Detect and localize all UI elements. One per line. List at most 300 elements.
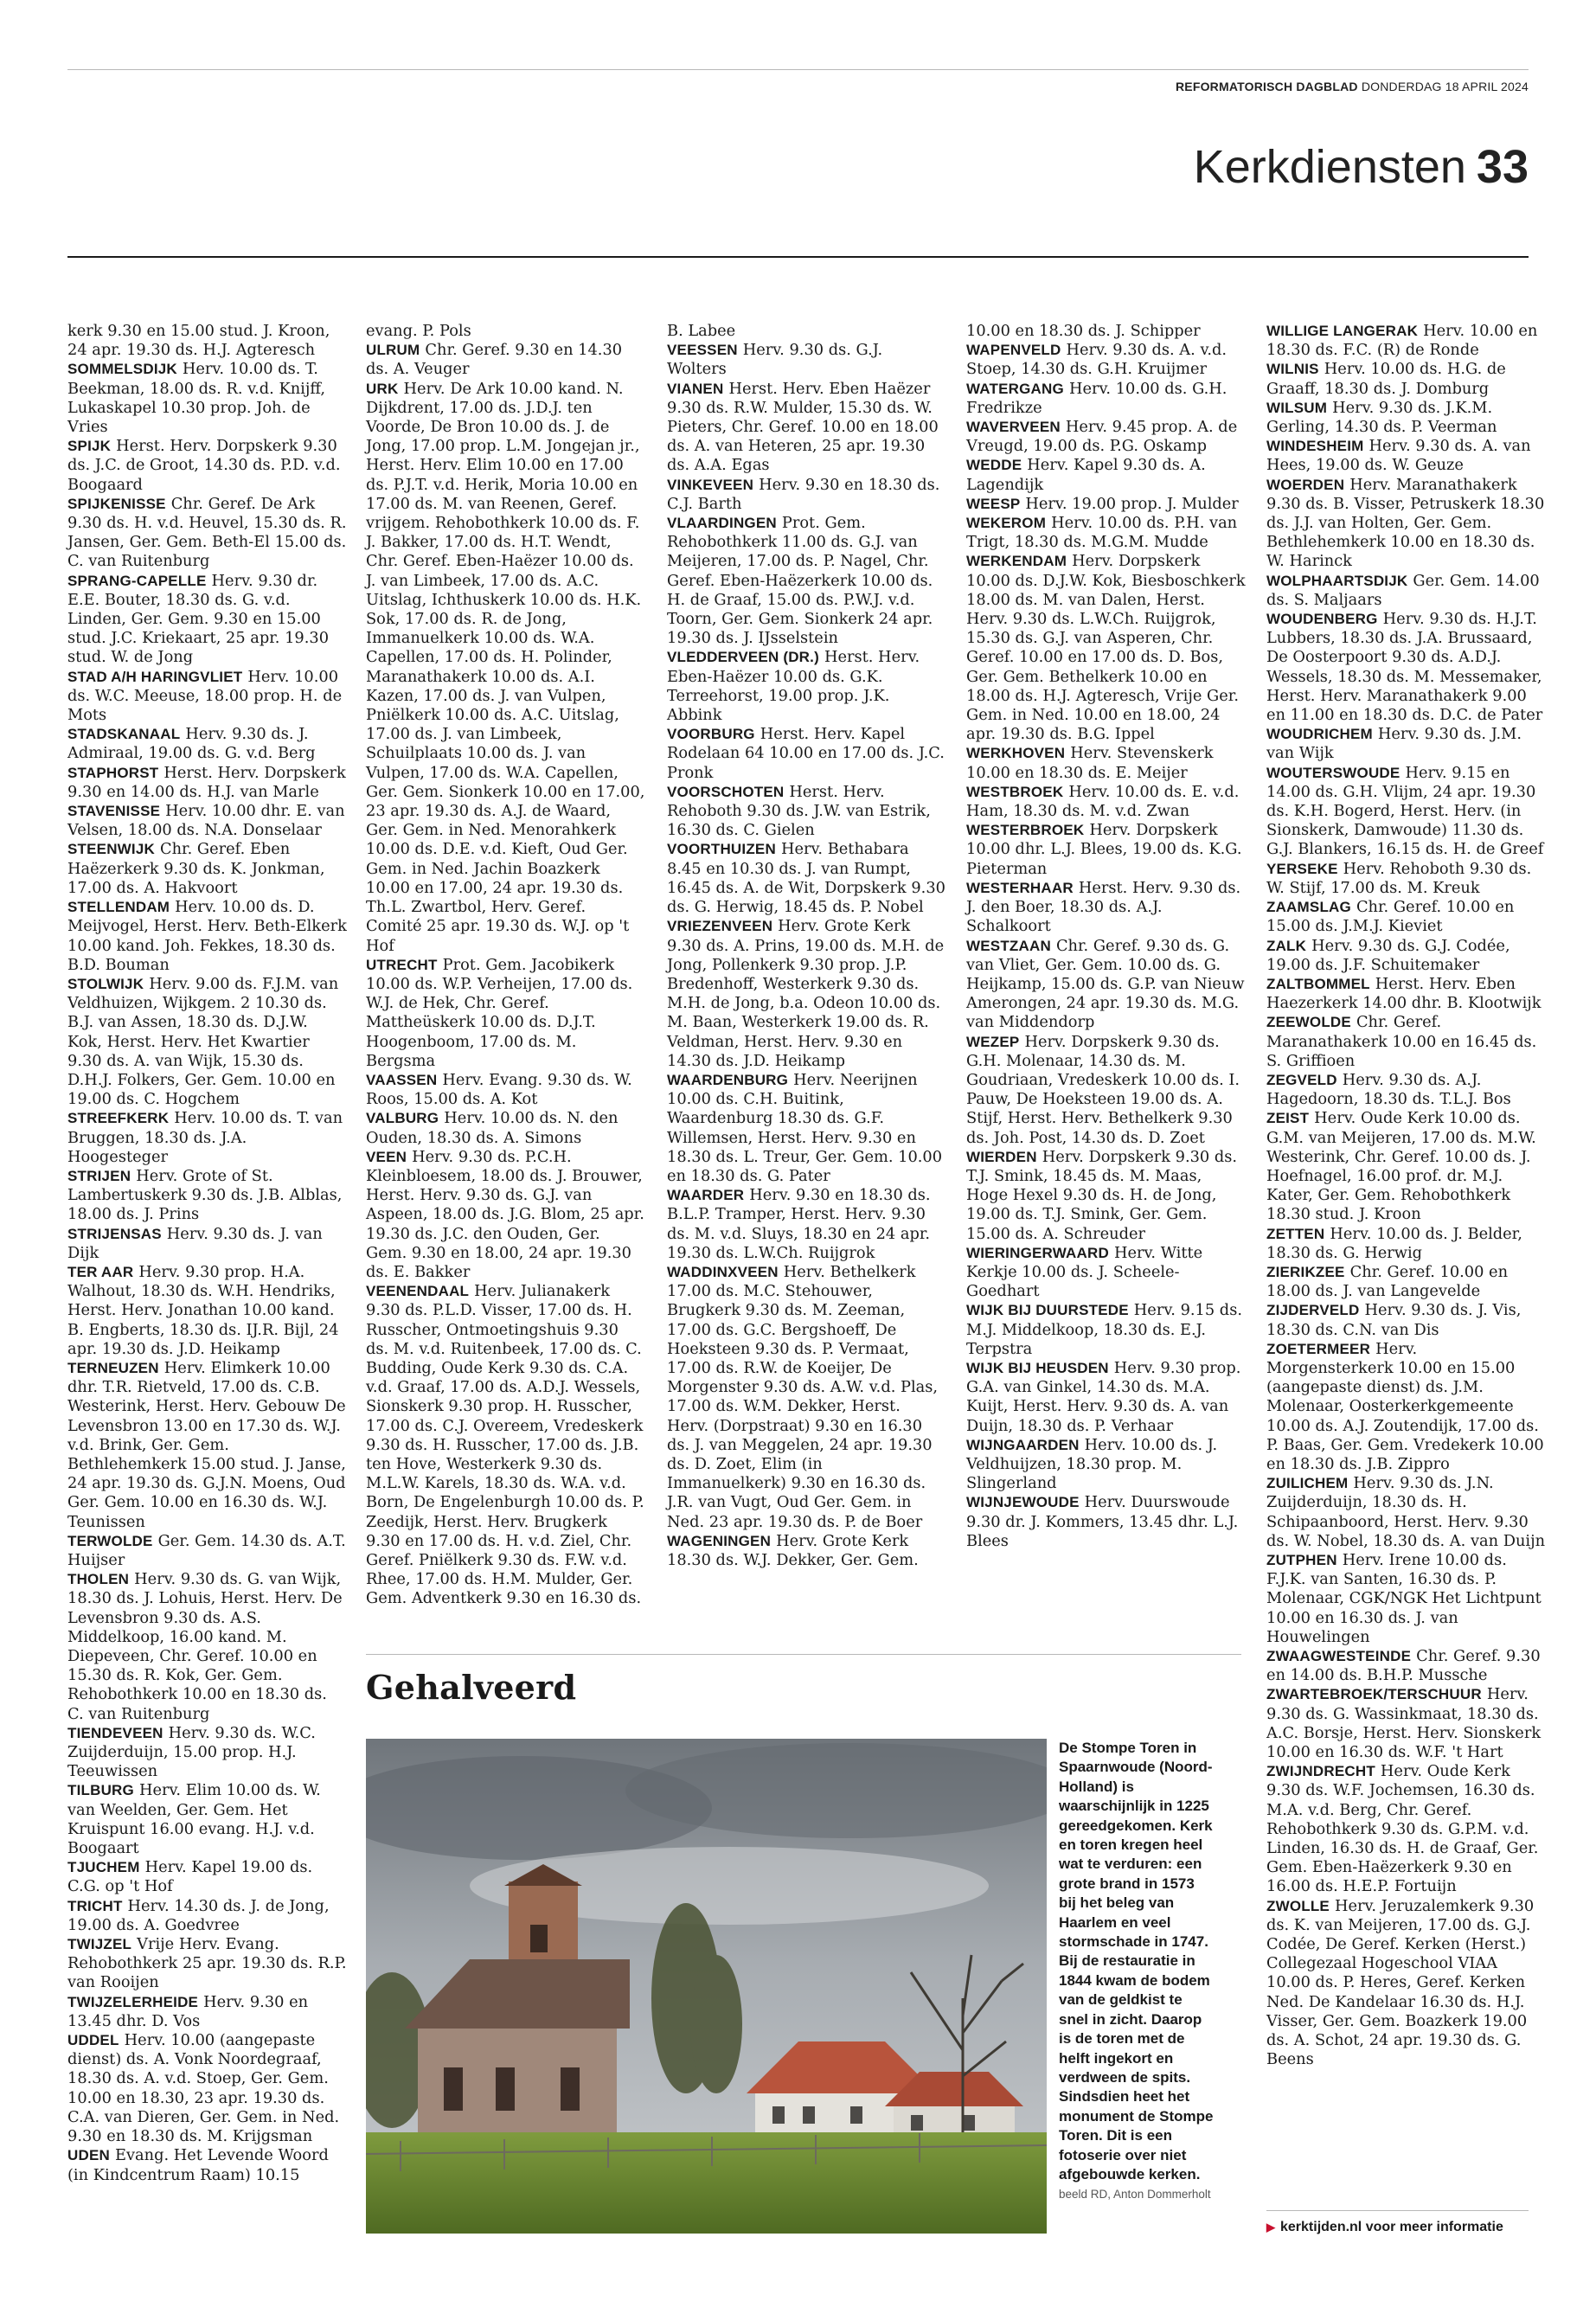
- service-details: Herv. 14.30 ds. J. de Jong, 19.00 ds. A. Goedvree: [67, 1896, 330, 1934]
- place-name: ZUTPHEN: [1266, 1552, 1337, 1568]
- service-entry: [1266, 610, 1546, 725]
- service-entry: [67, 1359, 347, 1532]
- service-details: Chr. Geref. 9.30 ds. G. van Vliet, Ger. Gem. 10.00 ds. G. Heijkamp, 15.00 ds. G.P. van Nieuw Amerongen, 24 apr. 19.30 ds. M.G. van Middendorp: [966, 936, 1245, 1032]
- service-entry: [67, 572, 347, 668]
- place-name: WAVERVEEN: [966, 419, 1061, 436]
- service-entry: [667, 380, 946, 476]
- place-name: WOUTERSWOUDE: [1266, 764, 1401, 781]
- place-name: UDEN: [67, 2147, 110, 2164]
- service-entry: [67, 840, 347, 898]
- service-entry: [667, 1263, 946, 1532]
- service-details: Herv. 9.30 ds. J.N. Zuijderduijn, 18.30 ds. H. Schipaanboord, Herst. Herv. 9.30 ds. W. Nobel, 18.30 ds. A. van Duijn: [1266, 1474, 1546, 1550]
- church-photo-illustration: [366, 1739, 1047, 2234]
- service-details: Herv. Stevenskerk 10.00 en 18.30 ds. E. Meijer: [966, 744, 1214, 782]
- place-name: STOLWIJK: [67, 975, 144, 992]
- place-name: TJUCHEM: [67, 1859, 140, 1876]
- feature-rule: [366, 1654, 1241, 1655]
- place-name: WEESP: [966, 495, 1021, 512]
- service-entry: [67, 495, 347, 572]
- service-details: Herv. 9.30 ds. J.M. van Wijk: [1266, 725, 1522, 763]
- more-info-link[interactable]: [1266, 2220, 1503, 2235]
- service-details: Herv. Witte Kerkje 10.00 ds. J. Scheele-Goedhart: [966, 1243, 1203, 1301]
- service-details: Herv. Duurswoude 9.30 dr. J. Kommers, 13.45 dhr. L.J. Blees: [966, 1493, 1239, 1550]
- service-details: Herv. 9.45 prop. A. de Vreugd, 19.00 ds. P.G. Oskamp: [966, 418, 1238, 456]
- service-entry: [667, 783, 946, 841]
- listing-column-5: [1266, 322, 1546, 2069]
- place-name: WERKENDAM: [966, 553, 1067, 570]
- service-details: Herst. Herv. Dorpskerk 9.30 ds. J.C. de Groot, 14.30 ds. P.D. v.d. Boogaard: [67, 437, 341, 494]
- place-name: ZWAAGWESTEINDE: [1266, 1648, 1412, 1665]
- place-name: WADDINXVEEN: [667, 1263, 779, 1280]
- service-details: Herv. 9.30 dr. E.E. Bouter, 18.30 ds. G. v.d. Linden, Ger. Gem. 9.30 en 15.00 stud. J.C. Kriekaart, 25 apr. 19.30 stud. W. de Jong: [67, 571, 330, 667]
- place-name: ZIERIKZEE: [1266, 1263, 1345, 1280]
- place-name: VOORSCHOTEN: [667, 783, 785, 800]
- place-name: WOUDENBERG: [1266, 611, 1378, 628]
- service-details: Herv. Dorpskerk 9.30 ds. G.H. Molenaar, 14.30 ds. M. Goudriaan, Vredeskerk 10.00 ds. I. Pauw, De Hoeksteen 19.00 ds. A. Stijf, Herst. Herv. Bethelkerk 9.30 ds. Joh. Post, 14.30 ds. D. Zoet: [966, 1032, 1240, 1147]
- service-details: Herv. 10.00 (aangepaste dienst) ds. A. Vonk Noordegraaf, 18.30 ds. A. v.d. Stoep, Ger. Gem. 10.00 en 18.30, 23 apr. 19.30 ds. C.A. van Dieren, Ger. Gem. in Ned. 9.30 en 18.30 ds. M. Krijgsman: [67, 2031, 340, 2146]
- service-entry: [366, 956, 645, 1071]
- place-name: WINDESHEIM: [1266, 438, 1364, 455]
- service-entry: [1266, 1474, 1546, 1551]
- service-details: Herst. Herv. 9.30 ds. J. den Boer, 18.30 ds. A.J. Schalkoort: [966, 878, 1241, 936]
- service-entry: [1266, 1109, 1546, 1224]
- service-entry: [366, 341, 645, 379]
- service-entry: [1266, 1647, 1546, 1685]
- service-entry: [67, 1935, 347, 1993]
- service-details: Herv. 9.30 ds. P.C.H. Kleinbloesem, 18.00 ds. J. Brouwer, Herst. Herv. 9.30 ds. G.J. van Aspeen, 18.00 ds. J.G. Blom, 25 apr. 19.30 ds. J.C. den Ouden, Ger. Gem. 9.30 en 18.00, 24 apr. 19.30 ds. E. Bakker: [366, 1147, 644, 1281]
- place-name: ZIJDERVELD: [1266, 1302, 1360, 1319]
- place-name: ZETTEN: [1266, 1225, 1325, 1242]
- service-details: Herv. Elimkerk 10.00 dhr. T.R. Rietveld, 17.00 ds. C.B. Westerink, Herst. Herv. Gebouw De Levensbron 13.00 en 17.30 ds. W.J. v.d. Brink, Ger. Gem. Bethlehemkerk 15.00 stud. J. Janse, 24 apr. 19.30 ds. G.J.N. Moens, Oud Ger. Gem. 10.00 en 16.30 ds. W.J. Teunissen: [67, 1358, 346, 1531]
- place-name: WIERINGERWAARD: [966, 1244, 1109, 1261]
- listing-column-1: [67, 322, 347, 2185]
- service-details: Herv. 9.30 ds. J. van Dijk: [67, 1224, 323, 1262]
- service-details: Herv. Kapel 19.00 ds. C.G. op 't Hof: [67, 1858, 313, 1896]
- place-name: VEENENDAAL: [366, 1283, 470, 1300]
- place-name: TERNEUZEN: [67, 1359, 159, 1376]
- place-name: ULRUM: [366, 342, 420, 359]
- service-details: Herv. 10.00 ds. W.C. Meeuse, 18.00 prop. H. de Mots: [67, 667, 343, 725]
- continued-entry: 10.00 en 18.30 ds. J. Schipper: [966, 322, 1201, 340]
- service-entry: [366, 1148, 645, 1282]
- service-details: Vrije Herv. Evang. Rehobothkerk 25 apr. 19.30 ds. R.P. van Rooijen: [67, 1935, 347, 1992]
- service-entry: [67, 1225, 347, 1263]
- place-name: WIERDEN: [966, 1148, 1037, 1165]
- service-entry: [67, 1993, 347, 2031]
- service-entry: [966, 456, 1246, 494]
- place-name: ZEEWOLDE: [1266, 1014, 1351, 1031]
- place-name: ZALTBOMMEL: [1266, 975, 1370, 992]
- service-details: Herv. Bethelkerk 17.00 ds. M.C. Stehouwer, Brugkerk 9.30 ds. M. Zeeman, 17.00 ds. G.C. Bergshoeff, De Hoeksteen 9.30 ds. P. Vermaat, 17.00 ds. R.W. de Koeijer, De Morgenster 9.30 ds. A.W. v.d. Plas, 17.00 ds. W.M. Dekker, Herst. Herv. (Dorpstraat) 9.30 en 16.30 ds. J. van Meggelen, 24 apr. 19.30 ds. D. Zoet, Elim (in Immanuelkerk) 9.30 en 16.30 ds. J.R. van Vugt, Oud Ger. Gem. in Ned. 23 apr. 19.30 ds. P. de Boer: [667, 1262, 939, 1531]
- service-details: Herv. 9.30 ds. G.J. Wolters: [667, 341, 883, 379]
- service-entry: [966, 495, 1246, 514]
- place-name: WIJNGAARDEN: [966, 1436, 1080, 1453]
- service-details: Herv. Dorpskerk 10.00 ds. D.J.W. Kok, Biesboschkerk 18.00 ds. M. van Dalen, Herst. Herv. 9.30 ds. L.W.Ch. Ruijgrok, 15.30 ds. G.J. van Asperen, Chr. Geref. 10.00 en 17.00 ds. D. Bos, Ger. Gem. Bethelkerk 10.00 en 18.00 ds. H.J. Agteresch, Vrije Ger. Gem. in Ned. 10.00 en 18.00, 24 apr. 19.30 ds. B.G. Ippel: [966, 552, 1246, 744]
- service-entry: [966, 514, 1246, 552]
- service-entry: [966, 418, 1246, 456]
- triangle-right-icon: ▶: [1266, 2221, 1275, 2234]
- place-name: STAVENISSE: [67, 803, 161, 820]
- service-entry: [1266, 360, 1546, 398]
- service-details: Chr. Geref. Eben Haëzerkerk 9.30 ds. K. Jonkman, 17.00 ds. A. Hakvoort: [67, 840, 325, 897]
- service-details: Herv. 10.00 en 18.30 ds. F.C. (R) de Ronde: [1266, 322, 1538, 360]
- service-entry: [667, 725, 946, 783]
- service-details: Herv. Elim 10.00 ds. W. van Weelden, Ger. Gem. Het Kruispunt 16.00 evang. H.J. v.d. Boogaart: [67, 1781, 321, 1858]
- service-details: Herv. 9.30 ds. A. v.d. Stoep, 14.30 ds. G.H. Kruijmer: [966, 341, 1227, 379]
- place-name: WESTERBROEK: [966, 822, 1085, 839]
- service-entry: [667, 840, 946, 917]
- place-name: TWIJZEL: [67, 1936, 132, 1953]
- service-details: Herv. 9.30 en 18.30 ds. C.J. Barth: [667, 475, 940, 513]
- service-entry: [667, 917, 946, 1071]
- footer-rule: [1266, 2210, 1529, 2211]
- service-entry: [966, 1359, 1246, 1436]
- service-details: Herv. 9.00 ds. F.J.M. van Veldhuizen, Wijkgem. 2 10.30 ds. B.J. van Assen, 18.30 ds. D.J.W. Kok, Herst. Herv. Het Kwartier 9.30 ds. A. van Wijk, 15.30 ds. D.H.J. Folkers, Ger. Gem. 10.00 en 19.00 ds. C. Hogchem: [67, 974, 339, 1109]
- place-name: WIJNJEWOUDE: [966, 1494, 1080, 1511]
- place-name: WERKHOVEN: [966, 745, 1066, 762]
- service-entry: [966, 1493, 1246, 1551]
- service-details: Herv. Evang. 9.30 ds. W. Roos, 15.00 ds. A. Kot: [366, 1070, 632, 1109]
- service-details: Herv. 19.00 prop. J. Mulder: [1025, 494, 1239, 513]
- service-entry: [67, 975, 347, 1109]
- service-details: Herv. Julianakerk 9.30 ds. P.L.D. Visser, 17.00 ds. H. Russcher, Ontmoetingshuis 9.30 ds. M. v.d. Ruitenbeek, 17.00 ds. C. Budding, Oude Kerk 9.30 ds. C.A. v.d. Graaf, 17.00 ds. A.D.J. Wessels, Sionskerk 9.30 prop. H. Russcher, 17.00 ds. C.J. Overeem, Vredeskerk 9.30 ds. H. Russcher, 17.00 ds. J.B. ten Hove, Westerkerk 9.30 ds. M.L.W. Karels, 18.30 ds. W.A. v.d. Born, De Engelenburgh 10.00 ds. P. Zeedijk, Herst. Herv. Brugkerk 9.30 en 17.00 ds. H. v.d. Ziel, Chr. Geref. Pniëlkerk 9.30 ds. F.W. v.d. Rhee, 17.00 ds. H.M. Mulder, Ger. Gem. Adventkerk 9.30 en 16.30 ds.: [366, 1282, 644, 1608]
- service-entry: [366, 380, 645, 956]
- service-entry: [966, 821, 1246, 879]
- place-name: WOERDEN: [1266, 476, 1345, 493]
- listing-column-4: [966, 322, 1246, 1551]
- service-entry: [966, 341, 1246, 379]
- service-details: Herv. Bethabara 8.45 en 10.30 ds. J. van Rumpt, 16.45 ds. A. de Wit, Dorpskerk 9.30 ds. G. Herwig, 18.45 ds. P. Nobel: [667, 840, 945, 917]
- listing-column-2: [366, 322, 645, 1609]
- place-name: WILNIS: [1266, 361, 1319, 378]
- place-name: TILBURG: [67, 1782, 134, 1799]
- service-entry: [1266, 1225, 1546, 1263]
- continued-entry: B. Labee: [667, 322, 736, 340]
- service-entry: [1266, 322, 1546, 360]
- place-name: ZWOLLE: [1266, 1897, 1330, 1914]
- place-name: WILSUM: [1266, 399, 1328, 416]
- place-name: WEDDE: [966, 457, 1022, 474]
- place-name: YERSEKE: [1266, 860, 1338, 877]
- service-entry: [1266, 476, 1546, 572]
- continued-entry: evang. P. Pols: [366, 322, 471, 340]
- service-entry: [67, 764, 347, 802]
- service-details: Chr. Geref. 10.00 en 15.00 ds. J.M.J. Kieviet: [1266, 898, 1515, 936]
- service-entry: [366, 1071, 645, 1109]
- place-name: VEESSEN: [667, 342, 738, 359]
- service-entry: [67, 1109, 347, 1167]
- service-details: Herst. Herv. Eben Haëzer 9.30 ds. R.W. Mulder, 15.30 ds. W. Pieters, Chr. Geref. 10.00 en 18.00 ds. A. van Heteren, 25 apr. 19.30 ds. A.A. Egas: [667, 379, 939, 475]
- service-entry: [67, 1858, 347, 1896]
- service-details: Chr. Geref. 9.30 en 14.00 ds. B.H.P. Mussche: [1266, 1647, 1541, 1685]
- place-name: TRICHT: [67, 1897, 123, 1914]
- section-rule: [67, 256, 1529, 258]
- service-entry: [1266, 1263, 1546, 1301]
- place-name: WIJK BIJ DUURSTEDE: [966, 1302, 1129, 1319]
- place-name: STEENWIJK: [67, 841, 155, 858]
- service-entry: [1266, 1685, 1546, 1762]
- place-name: WAPENVELD: [966, 342, 1061, 359]
- service-entry: [966, 937, 1246, 1033]
- service-entry: [67, 668, 347, 726]
- service-entry: [667, 341, 946, 379]
- service-entry: [1266, 572, 1546, 610]
- service-entry: [1266, 1551, 1546, 1647]
- service-details: Herv. 9.15 ds. M.J. Middelkoop, 18.30 ds. E.J. Terpstra: [966, 1301, 1242, 1358]
- service-details: Herv. 10.00 dhr. E. van Velsen, 18.00 ds. N.A. Donselaar: [67, 802, 345, 840]
- service-details: Herst. Herv. Eben-Haëzer 10.00 ds. G.K. Terreehorst, 19.00 prop. J.K. Abbink: [667, 648, 920, 725]
- service-details: Herst. Herv. Kapel Rodelaan 64 10.00 en 17.00 ds. J.C. Pronk: [667, 725, 945, 782]
- service-details: Herv. 9.30 ds. A. van Hees, 19.00 ds. W. Geuze: [1266, 437, 1531, 475]
- service-entry: [1266, 860, 1546, 898]
- service-entry: [1266, 1340, 1546, 1474]
- service-details: Herv. 10.00 ds. J. Veldhuijzen, 18.30 prop. M. Slingerland: [966, 1435, 1218, 1493]
- place-name: VAASSEN: [366, 1071, 438, 1088]
- service-entry: [67, 437, 347, 495]
- service-details: Herv. 9.30 ds. J. Vis, 18.30 ds. C.N. van Dis: [1266, 1301, 1522, 1339]
- service-entry: [966, 744, 1246, 782]
- service-entry: [67, 1724, 347, 1782]
- place-name: UDDEL: [67, 2032, 119, 2049]
- service-details: Chr. Geref. 10.00 en 18.00 ds. J. van Langevelde: [1266, 1262, 1509, 1301]
- service-entry: [366, 1282, 645, 1608]
- service-details: Herv. 10.00 ds. T. van Bruggen, 18.30 ds. J.A. Hoogesteger: [67, 1109, 343, 1166]
- service-details: Herv. Morgensterkerk 10.00 en 15.00 (aangepaste dienst) ds. J.M. Molenaar, Oosterkerkgemeente 10.00 ds. A.J. Zoutendijk, 17.00 ds. P. Baas, Ger. Gem. Vredekerk 10.00 en 18.30 ds. J.B. Zippro: [1266, 1339, 1544, 1473]
- service-details: Herv. 10.00 ds. N. den Ouden, 18.30 ds. A. Simons: [366, 1109, 619, 1147]
- service-entry: [67, 1897, 347, 1935]
- service-details: Herv. 9.30 en 13.45 dhr. D. Vos: [67, 1992, 309, 2030]
- masthead: [1176, 80, 1529, 93]
- service-details: Ger. Gem. 14.30 ds. A.T. Huijser: [67, 1531, 346, 1569]
- service-details: Herv. 9.30 ds. J. Admiraal, 19.00 ds. G. v.d. Berg: [67, 725, 316, 763]
- service-details: Herv. 9.30 ds. H.J.T. Lubbers, 18.30 ds. J.A. Brussaard, De Oosterpoort 9.30 ds. A.D.J. Wessels, 18.30 ds. M. Messemaker, Herst. Herv. Maranathakerk 9.00 en 11.00 en 18.30 ds. D.C. de Pater: [1266, 610, 1543, 725]
- service-details: Herv. 9.30 ds. G.J. Codée, 19.00 ds. J.F. Schuitemaker: [1266, 936, 1510, 974]
- service-entry: [67, 1570, 347, 1724]
- service-details: Herv. Rehoboth 9.30 ds. W. Stijf, 17.00 ds. M. Kreuk: [1266, 859, 1532, 897]
- place-name: STRIJEN: [67, 1167, 131, 1184]
- service-entry: [67, 360, 347, 437]
- place-name: STADSKANAAL: [67, 726, 181, 743]
- place-name: THOLEN: [67, 1571, 130, 1588]
- service-entry: [1266, 1071, 1546, 1109]
- service-details: Chr. Geref. Maranathakerk 10.00 en 16.45 ds. S. Griffioen: [1266, 1013, 1537, 1070]
- service-entry: [667, 648, 946, 725]
- service-details: Herv. Grote Kerk 18.30 ds. W.J. Dekker, Ger. Gem.: [667, 1531, 919, 1569]
- service-entry: [67, 898, 347, 975]
- place-name: ZAAMSLAG: [1266, 899, 1351, 916]
- service-entry: [667, 1532, 946, 1570]
- place-name: TIENDEVEEN: [67, 1724, 163, 1741]
- service-entry: [67, 2146, 347, 2184]
- service-entry: [1266, 937, 1546, 975]
- place-name: ZWARTEBROEK/TERSCHUUR: [1266, 1686, 1482, 1703]
- service-details: Herst. Herv. Eben Haezerkerk 14.00 dhr. B. Klootwijk: [1266, 974, 1542, 1013]
- service-details: Herv. Oude Kerk 9.30 ds. W.F. Jochemsen, 16.30 ds. M.A. v.d. Berg, Chr. Geref. Rehobothkerk 9.30 ds. G.P.M. v.d. Linden, 16.30 ds. H. de Graaf, Ger. Gem. Eben-Haëzerkerk 9.30 en 16.00 ds. H.E.P. Fortuijn: [1266, 1762, 1539, 1896]
- service-entry: [966, 1244, 1246, 1302]
- place-name: SPIJK: [67, 438, 112, 455]
- service-details: Herv. Jeruzalemkerk 9.30 ds. K. van Meijeren, 17.00 ds. G.J. Codée, De Geref. Kerken (Herst.) Collegezaal Hogeschool VIAA 10.00 ds. P. Heres, Geref. Kerken Ned. De Kandelaar 16.30 ds. H.J. Visser, Ger. Gem. Boazkerk 19.00 ds. A. Schot, 24 apr. 19.30 ds. G. Beens: [1266, 1896, 1535, 2069]
- service-details: Chr. Geref. De Ark 9.30 ds. H. v.d. Heuvel, 15.30 ds. R. Jansen, Ger. Gem. Beth-El 15.00 ds. C. van Ruitenburg: [67, 494, 347, 571]
- service-details: Herv. Dorpskerk 9.30 ds. T.J. Smink, 18.45 ds. M. Maas, Hoge Hexel 9.30 ds. H. de Jong, 19.00 ds. T.J. Smink, Ger. Gem. 15.00 ds. A. Schreuder: [966, 1147, 1238, 1243]
- service-details: Prot. Gem. Jacobikerk 10.00 ds. W.P. Verheijen, 17.00 ds. W.J. de Hek, Chr. Geref. Mattheüskerk 10.00 ds. D.J.T. Hoogenboom, 17.00 ds. M. Bergsma: [366, 955, 633, 1070]
- place-name: ZEGVELD: [1266, 1071, 1337, 1088]
- service-entry: [966, 783, 1246, 821]
- service-entry: [1266, 1013, 1546, 1071]
- place-name: WEKEROM: [966, 515, 1047, 532]
- service-details: Herv. 10.00 ds. G.H. Fredrikze: [966, 379, 1227, 417]
- service-details: Herv. Maranathakerk 9.30 ds. B. Visser, Petruskerk 18.30 ds. J.J. van Holten, Ger. Gem. Bethlehemkerk 10.00 en 18.30 ds. W. Harinck: [1266, 475, 1545, 571]
- place-name: ZWIJNDRECHT: [1266, 1763, 1375, 1780]
- service-entry: [966, 1301, 1246, 1359]
- place-name: VALBURG: [366, 1110, 439, 1127]
- place-name: TWIJZELERHEIDE: [67, 1993, 199, 2010]
- page-number: 33: [1476, 141, 1529, 193]
- service-details: Herv. 10.00 ds. D. Meijvogel, Herst. Herv. Beth-Elkerk 10.00 kand. Joh. Fekkes, 18.30 ds. B.D. Bouman: [67, 898, 347, 974]
- photo-credit: beeld RD, Anton Dommerholt: [1059, 2188, 1211, 2202]
- place-name: ZOETERMEER: [1266, 1340, 1371, 1357]
- service-details: Herv. 10.00 ds. J. Belder, 18.30 ds. G. Herwig: [1266, 1224, 1522, 1262]
- place-name: WIJK BIJ HEUSDEN: [966, 1359, 1109, 1376]
- service-entry: [1266, 1897, 1546, 2070]
- service-details: Herv. 9.30 prop. G.A. van Ginkel, 14.30 ds. M.A. Kuijt, Herst. Herv. 9.30 ds. A. van Duijn, 18.30 ds. P. Verhaar: [966, 1358, 1241, 1435]
- service-details: Herv. De Ark 10.00 kand. N. Dijkdrent, 17.00 ds. J.D.J. ten Voorde, De Bron 10.00 ds. J. de Jong, 17.00 prop. L.M. Jongejan jr., Herst. Herv. Elim 10.00 en 17.00 ds. P.J.T. v.d. Herik, Moria 10.00 en 17.00 ds. M. van Reenen, Geref. vrijgem. Rehobothkerk 10.00 ds. F. J. Bakker, 17.00 ds. H.T. Wendt, Chr. Geref. Eben-Haëzer 10.00 ds. J. van Limbeek, 17.00 ds. A.C. Uitslag, Ichthuskerk 10.00 ds. H.K. Sok, 17.00 ds. R. de Jong, Immanuelkerk 10.00 ds. W.A. Capellen, 17.00 ds. H. Polinder, Maranathakerk 10.00 ds. A.I. Kazen, 17.00 ds. J. van Vulpen, Pniëlkerk 10.00 ds. A.C. Uitslag, 17.00 ds. J. van Limbeek, Schuilplaats 10.00 ds. J. van Vulpen, 17.00 ds. W.A. Capellen, Ger. Gem. Sionkerk 10.00 en 17.00, 23 apr. 19.30 ds. A.J. de Waard, Ger. Gem. in Ned. Menorahkerk 10.00 ds. D.E. v.d. Kieft, Oud Ger. Gem. in Ned. Jachin Boazkerk 10.00 en 17.00, 24 apr. 19.30 ds. Th.L. Zwartbol, Herv. Geref. Comité 25 apr. 19.30 ds. W.J. op 't Hof: [366, 379, 645, 955]
- place-name: VEEN: [366, 1148, 407, 1165]
- service-entry: [67, 725, 347, 763]
- place-name: SOMMELSDIJK: [67, 361, 177, 378]
- place-name: ZUILICHEM: [1266, 1475, 1349, 1492]
- service-entry: [1266, 725, 1546, 763]
- service-details: Herv. 9.30 ds. G. van Wijk, 18.30 ds. J. Lohuis, Herst. Herv. De Levensbron 9.30 ds. A.S. Middelkoop, 16.00 kand. M. Diepeveen, Chr. Geref. 10.00 en 15.30 ds. R. Kok, Ger. Gem. Rehobothkerk 10.00 en 18.30 ds. C. van Ruitenburg: [67, 1570, 343, 1723]
- service-entry: [966, 1033, 1246, 1148]
- service-entry: [67, 802, 347, 840]
- service-details: Herv. Dorpskerk 10.00 dhr. L.J. Blees, 19.00 ds. K.G. Pieterman: [966, 821, 1242, 878]
- service-details: Herv. Kapel 9.30 ds. A. Lagendijk: [966, 456, 1206, 494]
- service-entry: [966, 1148, 1246, 1244]
- place-name: VLAARDINGEN: [667, 515, 777, 532]
- service-details: Herv. 9.30 prop. H.A. Walhout, 18.30 ds. W.H. Hendriks, Herst. Herv. Jonathan 10.00 kand. B. Engberts, 18.30 ds. IJ.R. Bijl, 24 apr. 19.30 ds. J.D. Heikamp: [67, 1262, 339, 1358]
- place-name: ZEIST: [1266, 1110, 1310, 1127]
- service-entry: [1266, 1301, 1546, 1339]
- service-entry: [67, 1167, 347, 1225]
- service-details: Herv. 9.30 en 18.30 ds. B.L.P. Tramper, Herst. Herv. 9.30 ds. M. v.d. Sluys, 18.30 en 24 apr. 19.30 ds. L.W.Ch. Ruijgrok: [667, 1186, 931, 1262]
- place-name: WESTZAAN: [966, 937, 1051, 954]
- service-details: Herv. Grote Kerk 9.30 ds. A. Prins, 19.00 ds. M.H. de Jong, Pollenkerk 9.30 prop. J.P. Bredenhoff, Westerkerk 9.30 ds. M.H. de Jong, b.a. Odeon 10.00 ds. M. Baan, Westerkerk 19.00 ds. R. Veldman, Herst. Herv. 9.30 en 14.30 ds. J.D. Heikamp: [667, 917, 945, 1070]
- publication-name: REFORMATORISCH DAGBLAD: [1175, 80, 1358, 93]
- service-entry: [1266, 1762, 1546, 1896]
- service-details: Herv. Oude Kerk 10.00 ds. G.M. van Meijeren, 17.00 ds. M.W. Westerink, Chr. Geref. 10.00 ds. J. Hoefnagel, 16.00 prof. dr. M.J. Kater, Ger. Gem. Rehobothkerk 18.30 stud. J. Kroon: [1266, 1109, 1536, 1224]
- feature-title: Gehalveerd: [366, 1668, 577, 1707]
- church-photo: [366, 1739, 1047, 2234]
- place-name: WESTERHAAR: [966, 879, 1074, 896]
- place-name: STREEFKERK: [67, 1110, 170, 1127]
- service-entry: [966, 552, 1246, 744]
- service-entry: [966, 380, 1246, 418]
- place-name: STAD A/H HARINGVLIET: [67, 668, 243, 685]
- service-details: Herv. 9.30 ds. W.C. Zuijderduijn, 15.00 prop. H.J. Teeuwissen: [67, 1723, 316, 1781]
- service-entry: [667, 1071, 946, 1186]
- service-entry: [1266, 975, 1546, 1013]
- service-entry: [1266, 399, 1546, 437]
- place-name: STAPHORST: [67, 764, 159, 781]
- place-name: VOORTHUIZEN: [667, 841, 776, 858]
- service-entry: [67, 1781, 347, 1858]
- place-name: WEZEP: [966, 1033, 1020, 1050]
- place-name: UTRECHT: [366, 956, 438, 973]
- place-name: URK: [366, 380, 399, 397]
- service-entry: [67, 1532, 347, 1570]
- place-name: VLEDDERVEEN (DR.): [667, 649, 819, 666]
- place-name: SPIJKENISSE: [67, 495, 166, 512]
- place-name: STELLENDAM: [67, 899, 170, 916]
- service-details: Herv. Grote of St. Lambertuskerk 9.30 ds. J.B. Alblas, 18.00 ds. J. Prins: [67, 1166, 343, 1224]
- service-details: Herst. Herv. Rehoboth 9.30 ds. J.W. van Estrik, 16.30 ds. C. Gielen: [667, 782, 931, 840]
- place-name: SPRANG-CAPELLE: [67, 572, 207, 589]
- place-name: VIANEN: [667, 380, 724, 397]
- caption-text: De Stompe Toren in Spaarnwoude (Noord-Holland) is waarschijnlijk in 1225 gereedgekomen. Kerk en toren kregen heel wat te verduren: een grote brand in 1573 bij het beleg van Haarlem en veel stormschade in 1747. Bij de restauratie in 1844 kwam de bodem van de geldkist te snel in zicht. Daarop is de toren met de helft ingekort en verdween de spits. Sindsdien heet het monument de Stompe Toren. Dit is een fotoserie over niet afgebouwde kerken.: [1059, 1740, 1214, 2182]
- service-entry: [667, 514, 946, 648]
- place-name: VINKEVEEN: [667, 476, 754, 493]
- service-details: Herv. 9.15 en 14.00 ds. G.H. Vlijm, 24 apr. 19.30 ds. K.H. Bogerd, Herst. Herv. (in Sionskerk, Damwoude) 11.30 ds. G.J. Blankers, 16.15 ds. H. de Greef: [1266, 763, 1544, 859]
- service-entry: [366, 1109, 645, 1147]
- service-details: Chr. Geref. 9.30 en 14.30 ds. A. Veuger: [366, 341, 623, 379]
- service-details: Herv. 9.30 ds. J.K.M. Gerling, 14.30 ds. P. Veerman: [1266, 398, 1497, 437]
- service-details: Herv. 10.00 ds. E. v.d. Ham, 18.30 ds. M. v.d. Zwan: [966, 782, 1240, 821]
- service-details: Herv. 10.00 ds. T. Beekman, 18.00 ds. R. v.d. Knijff, Lukaskapel 10.30 prop. Joh. de Vries: [67, 360, 326, 437]
- service-details: Evang. Het Levende Woord (in Kindcentrum Raam) 10.15: [67, 2146, 329, 2184]
- place-name: WOLPHAARTSDIJK: [1266, 572, 1408, 589]
- section-heading: [1193, 141, 1529, 193]
- service-entry: [1266, 437, 1546, 475]
- issue-date: DONDERDAG 18 APRIL 2024: [1361, 80, 1529, 93]
- top-rule: [67, 69, 1529, 70]
- place-name: WILLIGE LANGERAK: [1266, 323, 1419, 339]
- listing-column-3: [667, 322, 946, 1570]
- service-details: Prot. Gem. Rehobothkerk 11.00 ds. G.J. van Meijeren, 17.00 ds. P. Nagel, Chr. Geref. Eben-Haëzerkerk 10.00 ds. H. de Graaf, 15.00 ds. P.W.J. v.d. Toorn, Ger. Gem. Sionkerk 24 apr. 19.30 ds. J. IJsselstein: [667, 514, 933, 648]
- service-entry: [966, 1436, 1246, 1494]
- service-entry: [667, 476, 946, 514]
- service-entry: [1266, 764, 1546, 860]
- service-entry: [667, 1186, 946, 1263]
- service-entry: [67, 1263, 347, 1359]
- place-name: WAARDER: [667, 1187, 745, 1204]
- place-name: WAARDENBURG: [667, 1071, 789, 1088]
- place-name: TERWOLDE: [67, 1532, 153, 1549]
- place-name: VRIEZENVEEN: [667, 918, 773, 935]
- service-details: Herst. Herv. Dorpskerk 9.30 en 14.00 ds. H.J. van Marle: [67, 763, 346, 801]
- service-details: Herv. 9.30 ds. A.J. Hagedoorn, 18.30 ds. T.L.J. Bos: [1266, 1070, 1511, 1109]
- place-name: WOUDRICHEM: [1266, 726, 1373, 743]
- service-details: Herv. 10.00 ds. P.H. van Trigt, 18.30 ds. M.G.M. Mudde: [966, 514, 1238, 552]
- service-details: Ger. Gem. 14.00 ds. S. Maljaars: [1266, 571, 1540, 609]
- place-name: STRIJENSAS: [67, 1225, 162, 1242]
- service-details: Herv. 10.00 ds. H.G. de Graaff, 18.30 ds. J. Domburg: [1266, 360, 1506, 398]
- place-name: TER AAR: [67, 1263, 134, 1280]
- service-details: Herv. 9.30 ds. G. Wassinkmaat, 18.30 ds. A.C. Borsje, Herst. Herv. Sionskerk 10.00 en 16.30 ds. W.F. 't Hart: [1266, 1685, 1542, 1762]
- place-name: WATERGANG: [966, 380, 1064, 397]
- service-entry: [966, 879, 1246, 937]
- place-name: VOORBURG: [667, 726, 755, 743]
- service-entry: [67, 2031, 347, 2146]
- place-name: ZALK: [1266, 937, 1307, 954]
- section-title: Kerkdiensten: [1193, 141, 1466, 193]
- continued-entry: kerk 9.30 en 15.00 stud. J. Kroon, 24 apr. 19.30 ds. H.J. Agteresch: [67, 322, 330, 360]
- service-details: Herv. Neerijnen 10.00 ds. C.H. Buitink, Waardenburg 18.30 ds. G.F. Willemsen, Herst. Herv. 9.30 en 18.30 ds. L. Treur, Ger. Gem. 10.00 en 18.30 ds. G. Pater: [667, 1070, 943, 1185]
- place-name: WAGENINGEN: [667, 1532, 772, 1549]
- service-entry: [1266, 898, 1546, 936]
- more-info-text: kerktijden.nl voor meer informatie: [1280, 2220, 1503, 2234]
- service-details: Herv. Irene 10.00 ds. F.J.K. van Santen, 16.30 ds. P. Molenaar, CGK/NGK Het Lichtpunt 10.00 en 16.30 ds. J. van Houwelingen: [1266, 1551, 1542, 1646]
- photo-caption: [1059, 1739, 1215, 2204]
